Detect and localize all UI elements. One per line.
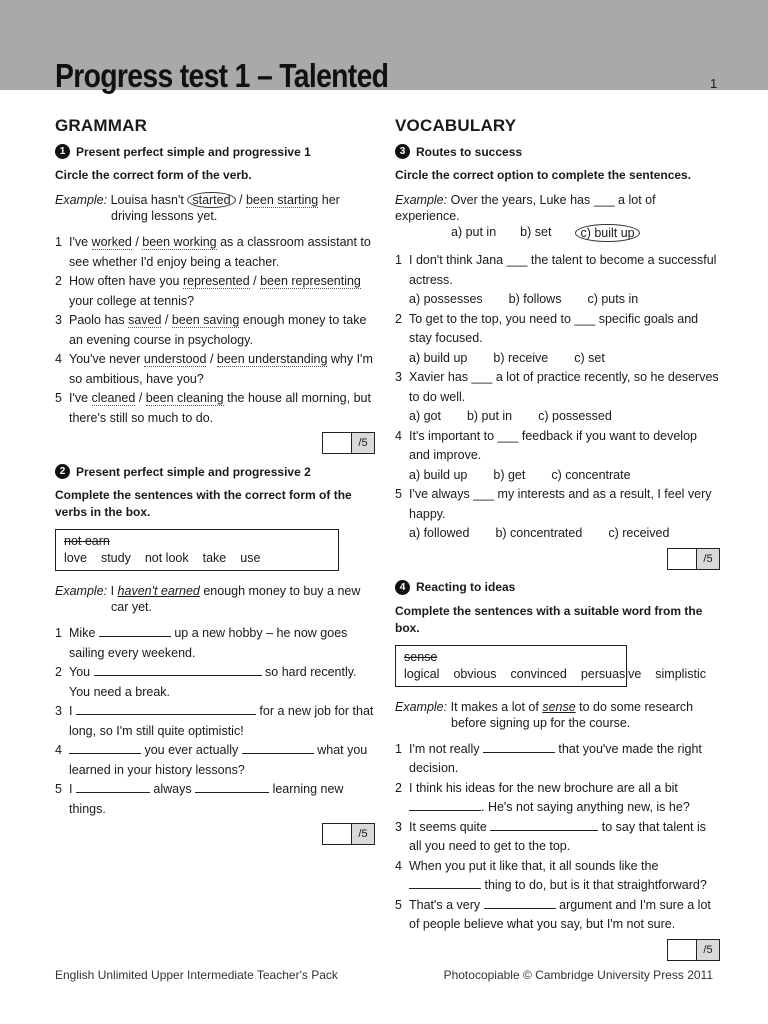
question-text: Paolo has [69, 313, 129, 327]
score-input-box[interactable] [322, 823, 352, 845]
question-number: 3 [395, 370, 402, 384]
exercise-4-title [395, 580, 720, 595]
grammar-heading: GRAMMAR [55, 116, 148, 135]
question-text: why I'm so ambitious, have you? [69, 352, 373, 386]
verb-option[interactable]: been understanding [216, 352, 328, 366]
question-text: I [69, 704, 76, 718]
answer-option[interactable]: b) put in [466, 409, 513, 423]
question-item [55, 702, 375, 741]
question-number: 1 [55, 235, 62, 249]
example-options [395, 224, 720, 242]
exercise-2-example [55, 583, 375, 615]
question-item [395, 818, 720, 857]
question-text: It seems quite [409, 819, 491, 834]
answer-options [395, 466, 720, 486]
question-item [55, 741, 375, 780]
answer-option[interactable]: a) build up [409, 467, 468, 482]
question-item [395, 740, 720, 779]
option-separator: / [161, 313, 172, 327]
question-item [395, 368, 720, 407]
example-text: her [318, 193, 340, 207]
vocabulary-heading: VOCABULARY [395, 116, 517, 135]
exercise-3-score [395, 548, 720, 570]
exercise-4-score [395, 939, 720, 961]
exercise-title-text: Routes to success [416, 144, 523, 159]
example-separator: / [235, 193, 246, 207]
question-number: 4 [395, 428, 402, 443]
question-text [69, 272, 375, 311]
exercise-2-title [55, 464, 375, 479]
question-text: thing to do, but is it that straightforward? [481, 878, 707, 892]
example-answer: sense [542, 699, 576, 714]
score-input-box[interactable] [667, 939, 697, 961]
answer-option[interactable]: b) receive [493, 350, 549, 365]
example-continuation: before signing up for the course. [451, 715, 631, 730]
exercise-1-title [55, 144, 375, 159]
question-number: 3 [55, 313, 62, 327]
question-text [69, 389, 375, 428]
exercise-title-text: Reacting to ideas [416, 580, 516, 594]
exercise-title-text: Present perfect simple and progressive 2 [76, 464, 311, 479]
verb-option[interactable]: been saving [171, 313, 240, 327]
example-text: enough money to buy a new [199, 584, 361, 598]
example-text: It makes a lot of [450, 699, 543, 714]
question-number: 5 [55, 391, 62, 405]
grammar-column [55, 116, 375, 855]
question-item [55, 780, 375, 819]
score-total: /5 [352, 432, 375, 454]
question-number: 4 [55, 743, 62, 757]
question-text [409, 857, 720, 896]
exercise-2-word-box [55, 529, 339, 571]
word-box-item: study [100, 551, 131, 565]
score-total: /5 [697, 939, 720, 961]
question-text [69, 663, 375, 702]
verb-option[interactable]: saved [128, 313, 162, 327]
exercise-2-items [55, 624, 375, 819]
question-text: To get to the top, you need to ___ specific goals and stay focused. [409, 311, 699, 345]
verb-option[interactable]: worked [91, 235, 132, 249]
question-text [409, 740, 720, 779]
question-text: enough money to take an evening course in psychology. [69, 313, 367, 347]
word-box-item: obvious [453, 666, 497, 681]
question-number: 1 [55, 626, 62, 640]
exercise-1-items [55, 233, 375, 428]
question-number: 2 [395, 311, 402, 326]
verb-option[interactable]: been representing [260, 274, 361, 288]
question-number: 3 [55, 704, 62, 718]
vocabulary-column [395, 116, 720, 971]
answer-option[interactable]: c) possessed [538, 409, 612, 423]
exercise-3-items [395, 251, 720, 544]
exercise-3-example [395, 192, 720, 242]
question-number: 4 [395, 858, 402, 873]
question-text [69, 233, 375, 272]
example-circled-answer: c) built up [575, 224, 639, 242]
answer-options [395, 524, 720, 544]
exercise-4-word-box [395, 645, 706, 687]
answer-options [395, 407, 720, 427]
question-text: the house all morning, but there's still so much to do. [69, 391, 371, 425]
question-number: 2 [395, 780, 402, 795]
answer-blank[interactable] [242, 743, 314, 754]
question-text: You [69, 665, 94, 679]
exercise-4-example [395, 699, 720, 731]
exercise-4-instruction: Complete the sentences with a suitable word from the box. [395, 603, 703, 635]
verb-option[interactable]: cleaned [91, 391, 136, 405]
exercise-2-instruction: Complete the sentences with the correct form of the verbs in the box. [55, 488, 352, 519]
footer-left: English Unlimited Upper Intermediate Teacher's Pack [55, 968, 338, 982]
verb-option[interactable]: been working [142, 235, 217, 249]
exercise-number-badge: 2 [55, 464, 70, 479]
answer-option[interactable]: c) set [574, 350, 605, 365]
verb-option[interactable]: represented [182, 274, 250, 288]
example-continuation: driving lessons yet. [111, 209, 218, 223]
question-text: I think his ideas for the new brochure are all a bit [409, 780, 678, 795]
word-box-item: not look [144, 551, 189, 565]
question-number: 1 [395, 253, 402, 267]
page-number: 1 [710, 76, 718, 91]
question-number: 5 [395, 897, 402, 912]
question-text: learning new things. [69, 782, 344, 816]
question-text: I [69, 782, 76, 796]
answer-blank[interactable] [409, 800, 481, 811]
example-answer: haven't earned [117, 584, 200, 598]
exercise-4-items [395, 740, 720, 935]
question-item [55, 663, 375, 702]
question-item [395, 485, 720, 524]
question-text: your college at tennis? [69, 293, 195, 308]
word-box-item: persuasive [580, 666, 642, 681]
question-text: to say that talent is all you need to get to the top. [409, 819, 706, 853]
example-label: Example: [395, 699, 448, 714]
word-box-struck-item: not earn [64, 534, 110, 548]
question-text: How often have you [69, 274, 183, 288]
answer-option[interactable]: b) follows [508, 292, 562, 306]
question-number: 4 [55, 352, 62, 366]
example-label: Example: [55, 584, 108, 598]
question-item [55, 350, 375, 389]
answer-option[interactable]: c) received [608, 526, 670, 540]
question-text [69, 780, 375, 819]
question-text: It's important to ___ feedback if you want to develop and improve. [409, 428, 697, 462]
answer-option[interactable]: a) possesses [409, 292, 483, 306]
question-text: That's a very [409, 897, 484, 912]
example-continuation: car yet. [111, 600, 152, 614]
example-option: been starting [245, 193, 319, 207]
question-item [55, 272, 375, 311]
question-item [55, 624, 375, 663]
example-option: a) put in [451, 225, 497, 239]
question-number: 5 [395, 487, 402, 501]
word-box-item: convinced [510, 666, 567, 681]
question-text [409, 896, 720, 935]
question-text: argument and I'm sure a lot of people believe what you say, but I'm not sure. [409, 897, 711, 931]
question-item [55, 311, 375, 350]
page-title: Progress test 1 – Talented [55, 57, 389, 94]
answer-options [395, 290, 720, 310]
question-text: I've always ___ my interests and as a result, I feel very happy. [409, 487, 712, 521]
answer-option[interactable]: c) concentrate [551, 467, 631, 482]
word-box-item: logical [404, 666, 440, 681]
example-text: I [110, 584, 118, 598]
question-text: When you put it like that, it all sounds like the [409, 858, 659, 873]
exercise-number-badge: 4 [395, 580, 410, 595]
answer-blank[interactable] [69, 743, 141, 754]
question-text: always [149, 782, 196, 796]
verb-option[interactable]: been cleaning [145, 391, 224, 405]
option-separator: / [249, 274, 261, 288]
answer-blank[interactable] [99, 626, 171, 637]
answer-option[interactable]: c) puts in [587, 292, 639, 306]
question-text: so hard recently. You need a break. [69, 665, 357, 699]
question-number: 1 [395, 741, 402, 756]
footer-right: Photocopiable © Cambridge University Press 2011 [443, 968, 713, 982]
exercise-3-title [395, 144, 720, 159]
question-item [55, 389, 375, 428]
word-box-struck-item: sense [404, 649, 438, 664]
question-item [395, 857, 720, 896]
answer-blank[interactable] [409, 878, 481, 889]
question-text: Mike [69, 626, 99, 640]
question-text: . He's not saying anything new, is he? [481, 800, 690, 814]
score-input-box[interactable] [667, 548, 697, 570]
question-text [69, 702, 375, 741]
answer-option[interactable]: b) get [493, 467, 526, 482]
exercise-1-example [55, 192, 375, 224]
score-total: /5 [697, 548, 720, 570]
question-text [69, 624, 375, 663]
question-item [55, 233, 375, 272]
question-item [395, 310, 720, 349]
question-text [69, 741, 375, 780]
question-item [395, 251, 720, 290]
question-text: as a classroom assistant to see whether I'd enjoy being a teacher. [69, 235, 371, 269]
answer-blank[interactable] [484, 898, 556, 909]
example-text: Louisa hasn't [110, 193, 188, 207]
question-text: You've never [69, 352, 144, 366]
question-text: what you learned in your history lessons? [69, 743, 368, 777]
answer-blank[interactable] [490, 820, 598, 831]
question-item [395, 427, 720, 466]
option-separator: / [135, 391, 146, 405]
question-text: for a new job for that long, so I'm still quite optimistic! [69, 704, 374, 738]
word-box-item: simplistic [655, 666, 706, 681]
example-text: to do some research [575, 699, 694, 714]
question-text: up a new hobby – he now goes sailing every weekend. [69, 626, 348, 660]
exercise-title-text: Present perfect simple and progressive 1 [76, 144, 311, 159]
question-text: I've [69, 391, 92, 405]
exercise-1-instruction: Circle the correct form of the verb. [55, 168, 252, 182]
question-text: that you've made the right decision. [409, 741, 702, 775]
option-separator: / [131, 235, 143, 249]
exercise-number-badge: 3 [395, 144, 410, 159]
question-text [409, 818, 720, 857]
question-text: you ever actually [141, 743, 242, 757]
verb-option[interactable]: understood [143, 352, 207, 366]
example-text: Over the years, Luke has ___ a lot of experience. [395, 193, 656, 223]
answer-blank[interactable] [195, 782, 269, 793]
exercise-1-score [55, 432, 375, 454]
question-number: 2 [55, 274, 62, 288]
question-text [69, 311, 375, 350]
option-separator: / [206, 352, 217, 366]
question-text: Xavier has ___ a lot of practice recently, so he deserves to do well. [409, 370, 719, 404]
score-input-box[interactable] [322, 432, 352, 454]
exercise-2-score [55, 823, 375, 845]
answer-option[interactable]: a) build up [409, 350, 468, 365]
score-total: /5 [352, 823, 375, 845]
answer-option[interactable]: b) concentrated [495, 526, 583, 540]
answer-blank[interactable] [76, 704, 256, 715]
question-text [409, 779, 720, 818]
question-text: I've [69, 235, 92, 249]
question-number: 2 [55, 665, 62, 679]
question-item [395, 779, 720, 818]
answer-options [395, 349, 720, 369]
answer-blank[interactable] [76, 782, 150, 793]
example-option: b) set [520, 225, 552, 239]
answer-blank[interactable] [94, 665, 262, 676]
answer-option[interactable]: a) got [409, 409, 441, 423]
answer-blank[interactable] [483, 742, 555, 753]
word-box-item: take [202, 551, 227, 565]
example-label: Example: [55, 193, 108, 207]
answer-option[interactable]: a) followed [409, 526, 470, 540]
example-circled-answer: started [187, 192, 235, 208]
exercise-3-instruction: Circle the correct option to complete the sentences. [395, 168, 692, 182]
question-item [395, 896, 720, 935]
question-text: I don't think Jana ___ the talent to become a successful actress. [409, 253, 717, 287]
question-number: 5 [55, 782, 62, 796]
example-label: Example: [395, 193, 448, 207]
question-number: 3 [395, 819, 402, 834]
word-box-item: love [64, 551, 87, 565]
word-box-item: use [240, 551, 261, 565]
question-text [69, 350, 375, 389]
exercise-number-badge: 1 [55, 144, 70, 159]
question-text: I'm not really [409, 741, 483, 756]
